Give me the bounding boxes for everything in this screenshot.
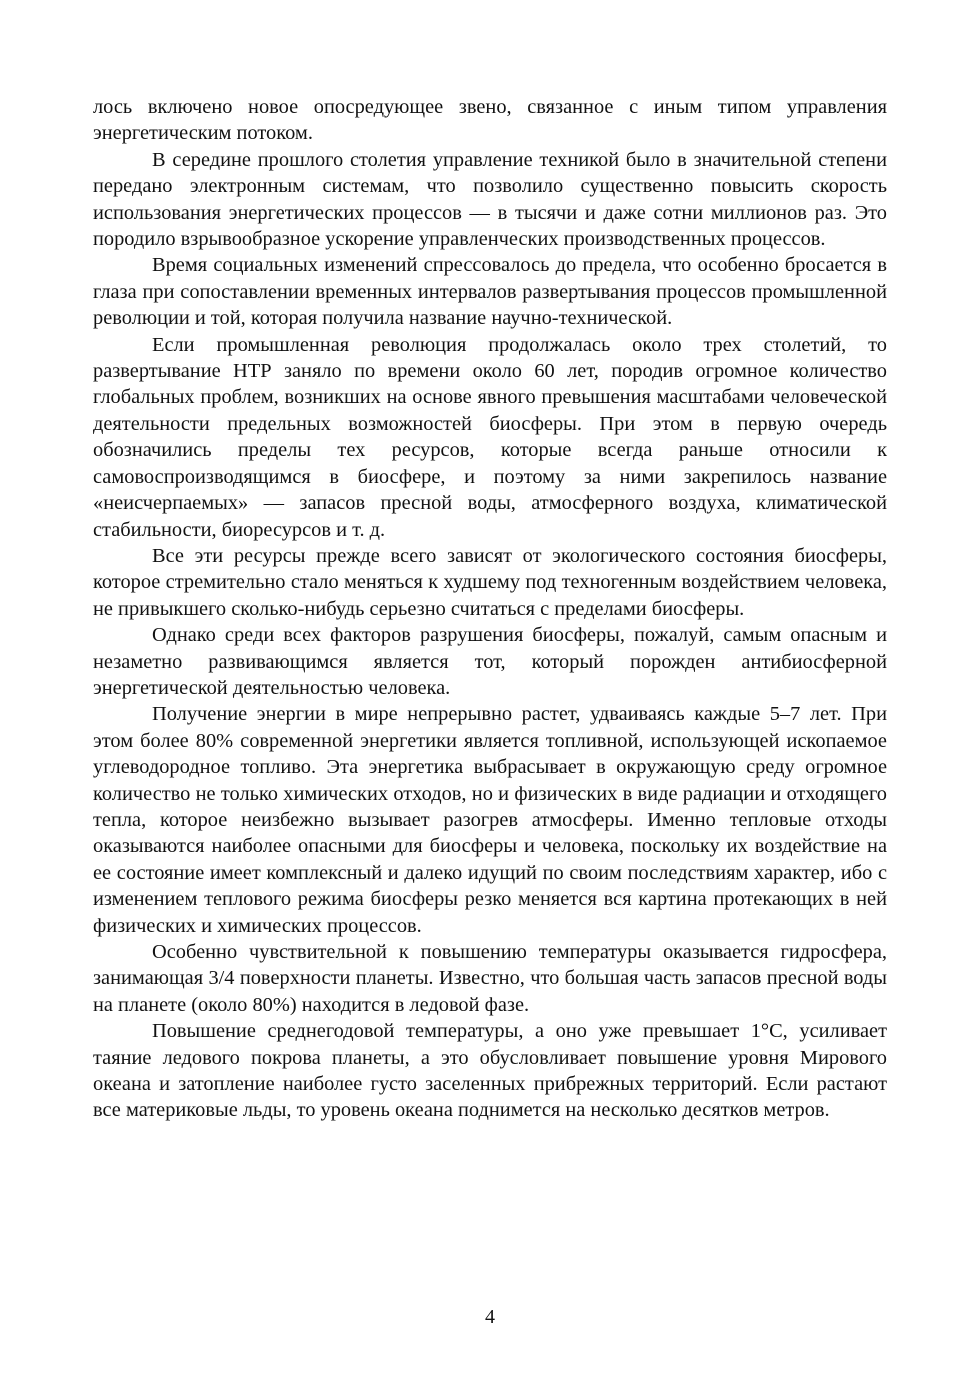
paragraph: Повышение среднегодовой температуры, а оно уже превышает 1°С, усиливает таяние ледового покрова планеты, а это обусловливает повышение уровня Мирового океана и затопление наиболее густо заселенных прибрежных территорий. Если растают все материковые льды, то уровень океана поднимется на несколько десятков метров. <box>93 1020 887 1122</box>
paragraph: Время социальных изменений спрессовалось до предела, что особенно бросается в глаза при сопоставлении временных интервалов развертывания процессов промышленной революции и той, которая получила название научно-технической. <box>93 254 887 330</box>
paragraph: Получение энергии в мире непрерывно растет, удваиваясь каждые 5–7 лет. При этом более 80% современной энергетики является топливной, использующей ископаемое углеводородное топливо. Эта энергетика выбрасывает в окружающую среду огромное количество не только химических отходов, но и физических в виде радиации и отходящего тепла, которое неизбежно вызывает разогрев атмосферы. Именно тепловые отходы оказываются наиболее опасными для биосферы и человека, поскольку их воздействие на ее состояние имеет комплексный и далеко идущий по своим последствиям характер, ибо с изменением теплового режима биосферы резко меняется вся картина протекающих в ней физических и химических процессов. <box>93 703 887 937</box>
paragraph: Однако среди всех факторов разрушения биосферы, пожалуй, самым опасным и незаметно развивающимся является тот, который порожден антибиосферной энергетической деятельностью человека. <box>93 624 887 699</box>
paragraph: Особенно чувствительной к повышению температуры оказывается гидросфера, занимающая 3/4 поверхности планеты. Известно, что большая часть запасов пресной воды на планете (около 80%) находится в ледовой фазе. <box>93 941 887 1016</box>
paragraph: Все эти ресурсы прежде всего зависят от экологического состояния биосферы, которое стремительно стало меняться к худшему под техногенным воздействием человека, не привыкшего сколько-нибудь серьезно считаться с пределами биосферы. <box>93 544 887 620</box>
paragraph-continuation: лось включено новое опосредующее звено, связанное с иным типом управления энергетическим потоком. <box>93 96 887 145</box>
paragraph: Если промышленная революция продолжалась около трех столетий, то развертывание НТР заняло по времени около 60 лет, породив огромное количество глобальных проблем, возникших на основе явного превышения масштабами человеческой деятельности предельных возможностей биосферы. При этом в первую очередь обозначились пределы тех ресурсов, которые всегда раньше относили к самовоспроизводящимся в биосфере, и поэтому за ними закрепилось название «неисчерпаемых» — запасов пресной воды, атмосферного воздуха, климатической стабильности, биоресурсов и т. д. <box>93 333 887 541</box>
page-body <box>93 94 887 1124</box>
paragraph: В середине прошлого столетия управление техникой было в значительной степени передано электронным системам, что позволило существенно повысить скорость использования энергетических процессов — в тысячи и даже сотни миллионов раз. Это породило взрывообразное ускорение управленческих производственных процессов. <box>93 148 887 251</box>
page-number: 4 <box>485 1306 495 1328</box>
